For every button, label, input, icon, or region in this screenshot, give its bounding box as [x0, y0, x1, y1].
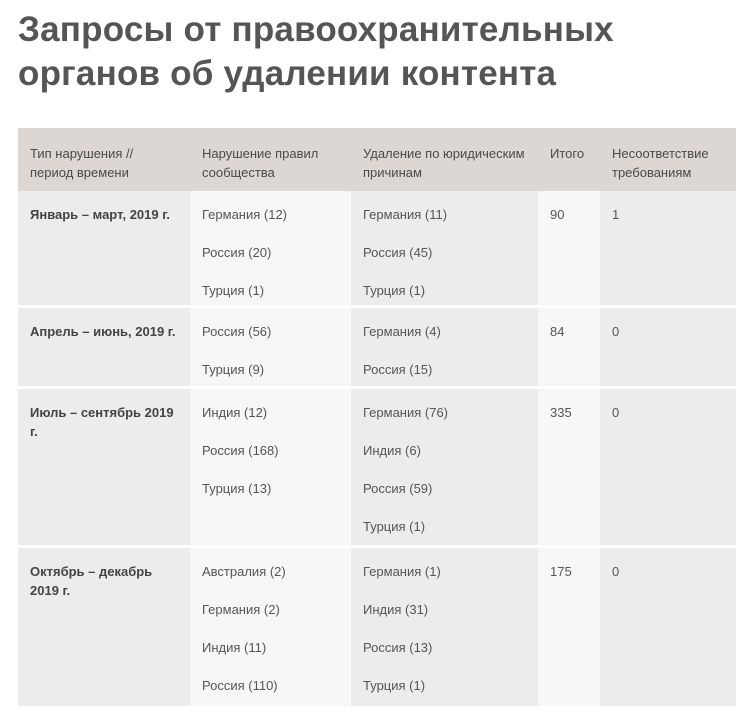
header-community-violation: Нарушение правил сообщества: [190, 128, 351, 191]
community-cell: [190, 307, 351, 388]
legal-cell: [351, 191, 538, 307]
period-cell: Июль – сентябрь 2019 г.: [18, 388, 190, 547]
list-item: Турция (9): [202, 362, 265, 377]
list-item: Индия (31): [363, 602, 429, 617]
total-cell: 84: [538, 307, 600, 388]
noncompliance-cell: 1: [600, 191, 736, 307]
list-item: Германия (1): [363, 564, 441, 579]
list-item: Германия (76): [363, 405, 449, 420]
total-cell: 90: [538, 191, 600, 307]
community-cell: [190, 191, 351, 307]
noncompliance-cell: 0: [600, 307, 736, 388]
list-item: Индия (6): [363, 443, 421, 458]
list-item: Россия (110): [202, 678, 278, 693]
page-title-line-1: Запросы от правоохранительных: [18, 10, 614, 49]
removal-requests-table: [18, 128, 736, 706]
page-title-line-2: органов об удалении контента: [18, 54, 557, 93]
list-item: Турция (1): [363, 678, 426, 693]
list-item: Россия (56): [202, 324, 272, 339]
list-item: Турция (1): [202, 283, 265, 298]
list-item: Россия (20): [202, 245, 272, 260]
table-row: [18, 191, 736, 307]
list-item: Германия (11): [363, 207, 448, 222]
header-total: Итого: [538, 128, 600, 191]
page-title: [18, 8, 614, 96]
header-legal-removal: Удаление по юридическим причинам: [351, 128, 538, 191]
list-item: Австралия (2): [202, 564, 286, 579]
list-item: Россия (45): [363, 245, 433, 260]
table-row: [18, 388, 736, 547]
noncompliance-cell: 0: [600, 547, 736, 707]
table-row: [18, 547, 736, 707]
legal-cell: [351, 547, 538, 707]
table-row: [18, 307, 736, 388]
period-cell: Апрель – июнь, 2019 г.: [18, 307, 190, 388]
table-header-row: [18, 128, 736, 191]
list-item: Турция (1): [363, 519, 426, 534]
list-item: Турция (1): [363, 283, 426, 298]
total-cell: 175: [538, 547, 600, 707]
legal-cell: [351, 388, 538, 547]
list-item: Германия (12): [202, 207, 288, 222]
list-item: Россия (15): [363, 362, 433, 377]
period-cell: Январь – март, 2019 г.: [18, 191, 190, 307]
community-cell: [190, 388, 351, 547]
community-cell: [190, 547, 351, 707]
list-item: Германия (2): [202, 602, 280, 617]
header-noncompliance: Несоответствие требованиям: [600, 128, 736, 191]
legal-cell: [351, 307, 538, 388]
list-item: Германия (4): [363, 324, 441, 339]
list-item: Россия (13): [363, 640, 433, 655]
header-period: Тип нарушения // период времени: [18, 128, 190, 191]
period-cell: Октябрь – декабрь 2019 г.: [18, 547, 190, 707]
total-cell: 335: [538, 388, 600, 547]
noncompliance-cell: 0: [600, 388, 736, 547]
list-item: Индия (11): [202, 640, 267, 655]
list-item: Россия (168): [202, 443, 279, 458]
list-item: Турция (13): [202, 481, 272, 496]
list-item: Россия (59): [363, 481, 433, 496]
list-item: Индия (12): [202, 405, 268, 420]
